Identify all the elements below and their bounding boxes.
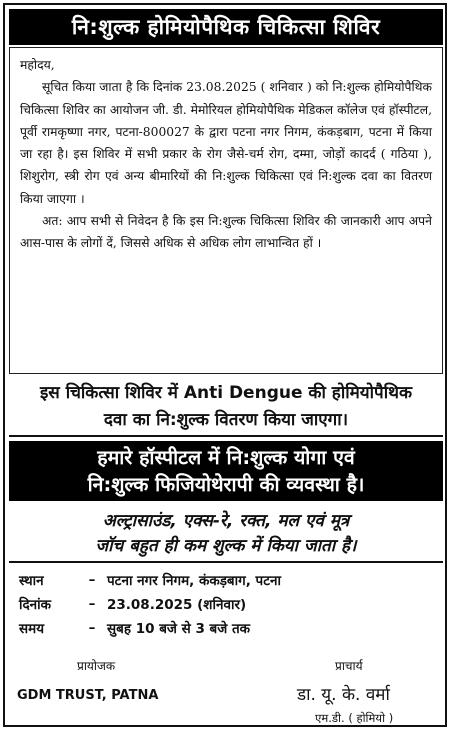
notice-paragraph-2: अत: आप सभी से निवेदन है कि इस नि:शुल्क चिकित्सा शिविर की जानकारी आप अपने आस-पास के लोगों दें, जिससे अधिक से अधिक लोग लाभान्वित हों ।	[20, 214, 432, 251]
tests-banner	[9, 505, 443, 563]
detail-value: पटना नगर निगम, कंकड़बाग, पटना	[107, 573, 282, 589]
detail-row-time	[19, 616, 439, 640]
event-details	[19, 568, 439, 640]
tests-line-1: अल्ट्रासाउंड, एक्स-रे, रक्त, मल एवं मूत्र	[102, 511, 350, 531]
detail-dash: –	[88, 620, 96, 636]
organizer-role: प्रायोजक	[77, 659, 116, 673]
principal-name: डा. यू. के. वर्मा	[297, 685, 390, 705]
yoga-line-1: हमारे हॉस्पीटल में नि:शुल्क योगा एवं	[97, 446, 355, 469]
poster-frame	[3, 3, 447, 727]
yoga-line-2: नि:शुल्क फिजियोथेरापी की व्यवस्था है।	[87, 473, 365, 496]
salutation: महोदय,	[20, 58, 55, 72]
poster-title: नि:शुल्क होमियोपैथिक चिकित्सा शिविर	[9, 9, 443, 45]
detail-row-place	[19, 568, 439, 592]
detail-label: स्थान	[19, 573, 44, 589]
detail-value: 23.08.2025 (शनिवार)	[107, 597, 247, 613]
dengue-banner	[9, 377, 443, 437]
notice-paragraph-1: सूचित किया जाता है कि दिनांक 23.08.2025 ( शनिवार ) को नि:शुल्क होमियोपैथिक चिकित्सा शिविर का आयोजन जी. डी. मेमोरियल होमियोपैथिक मेडिकल कॉलेज एवं हॉस्पीटल, पूर्वी रामकृष्णा नगर, पटना-800027 के द्वारा पटना नगर निगम, कंकड़बाग, पटना में किया जा रहा है। इस शिविर में सभी प्रकार के रोग जैसे-चर्म रोग, दम्मा, जोड़ों कादर्द ( गठिया ), शिशुरोग, स्त्री रोग एवं अन्य बीमारियों की नि:शुल्क चिकित्सा एवं नि:शुल्क दवा का वितरण किया जाएगा ।	[20, 80, 432, 206]
principal-qualification: एम.डी. ( होमियो )	[315, 711, 394, 725]
detail-label: समय	[19, 621, 45, 637]
organizer-block	[17, 657, 177, 703]
detail-value: सुबह 10 बजे से 3 बजे तक	[107, 621, 251, 637]
dengue-line-1: इस चिकित्सा शिविर में Anti Dengue की होमियोपैथिक	[39, 383, 413, 403]
notice-box	[9, 47, 443, 374]
detail-label: दिनांक	[19, 597, 52, 613]
organizer-name: GDM TRUST, PATNA	[17, 688, 159, 703]
detail-row-date	[19, 592, 439, 616]
detail-dash: –	[88, 572, 96, 588]
tests-line-2: जॉच बहुत ही कम शुल्क में किया जाता है।	[95, 536, 357, 556]
yoga-banner	[9, 441, 443, 501]
principal-role: प्राचार्य	[335, 659, 363, 673]
principal-block	[295, 657, 445, 726]
detail-dash: –	[88, 596, 96, 612]
dengue-line-2: दवा का नि:शुल्क वितरण किया जाएगा।	[103, 410, 349, 430]
